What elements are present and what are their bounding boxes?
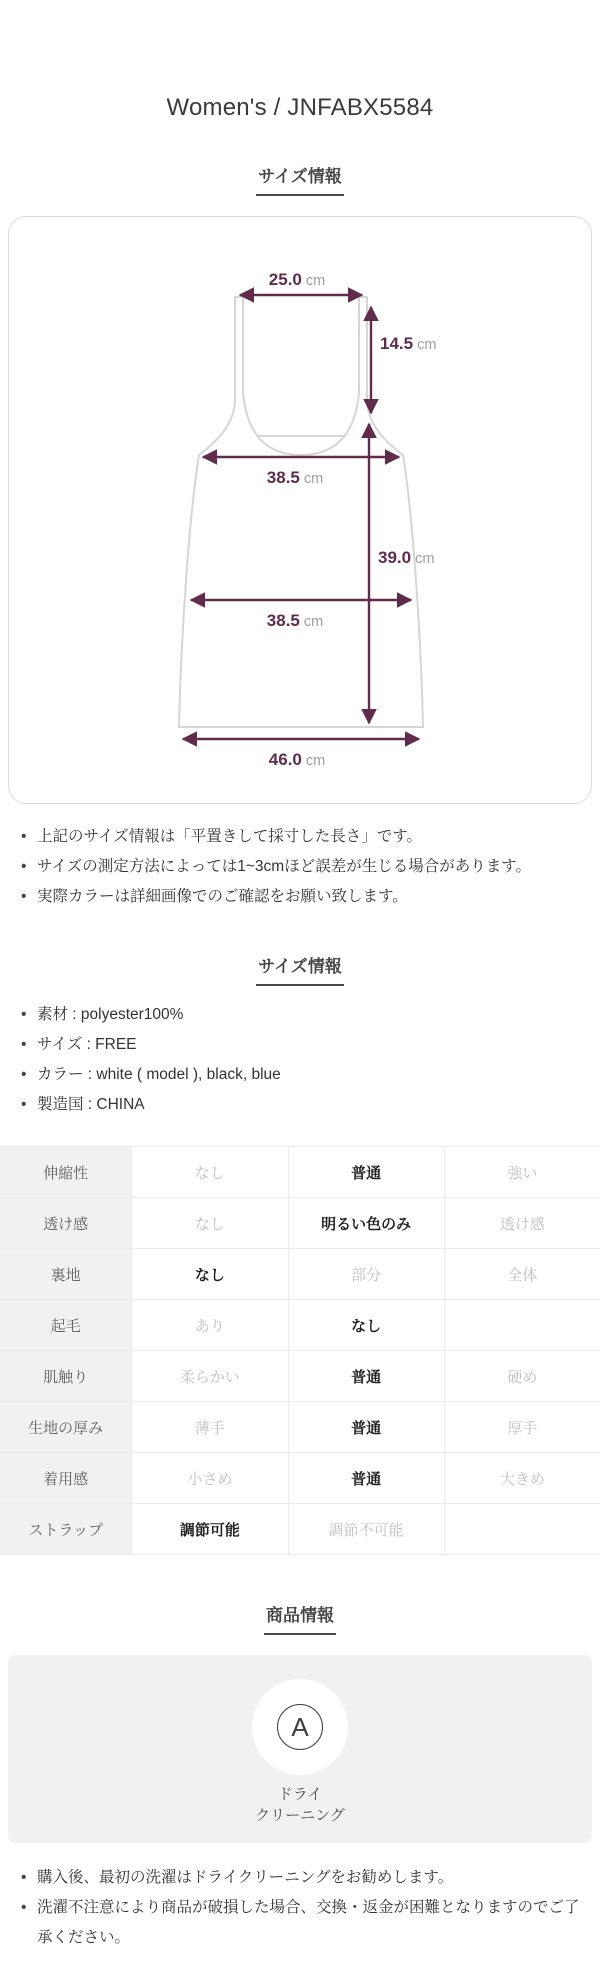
row-label: 裏地 (0, 1249, 132, 1300)
table-row (0, 1300, 600, 1351)
attr-cell: 調節不可能 (288, 1504, 444, 1555)
body-length-label: 39.0 cm (378, 548, 435, 567)
attr-cell: 調節可能 (132, 1504, 288, 1555)
row-label: 伸縮性 (0, 1147, 132, 1198)
attr-cell: なし (132, 1249, 288, 1300)
row-label: 透け感 (0, 1198, 132, 1249)
section-header-product-info: 商品情報 (0, 1601, 600, 1635)
dry-cleaning-symbol-a: A (277, 1704, 323, 1750)
spec-note-item: • サイズ : FREE (20, 1030, 586, 1060)
row-label: 起毛 (0, 1300, 132, 1351)
attribute-table (0, 1146, 600, 1555)
row-label: 生地の厚み (0, 1402, 132, 1453)
section-header-spec-info: サイズ情報 (0, 952, 600, 986)
spec-note-item: • 製造国 : CHINA (20, 1090, 586, 1120)
size-note-item: • サイズの測定方法によっては1~3cmほど誤差が生じる場合があります。 (20, 852, 586, 882)
strap-length-label: 14.5 cm (380, 334, 437, 353)
table-row (0, 1453, 600, 1504)
dry-cleaning-icon (252, 1679, 348, 1775)
attr-cell: 普通 (288, 1351, 444, 1402)
table-row (0, 1147, 600, 1198)
attr-cell: 柔らかい (132, 1351, 288, 1402)
size-diagram-panel (8, 216, 592, 804)
attr-cell: 大きめ (444, 1453, 600, 1504)
row-label: 着用感 (0, 1453, 132, 1504)
table-row (0, 1402, 600, 1453)
attr-cell: 全体 (444, 1249, 600, 1300)
attr-cell: 強い (444, 1147, 600, 1198)
chest-width-label: 38.5 cm (266, 468, 324, 487)
table-row (0, 1351, 600, 1402)
attr-cell: 薄手 (132, 1402, 288, 1453)
care-note-item: • 購入後、最初の洗濯はドライクリーニングをお勧めします。 (20, 1863, 586, 1893)
waist-width-label: 38.5 cm (266, 611, 324, 630)
row-label: ストラップ (0, 1504, 132, 1555)
spec-notes-list (0, 1000, 600, 1120)
care-method-label: ドライ クリーニング (255, 1786, 345, 1824)
attr-cell: あり (132, 1300, 288, 1351)
page-title: Women's / JNFABX5584 (166, 94, 434, 121)
measurement-lines (183, 295, 419, 739)
care-instructions-panel (8, 1655, 592, 1843)
section-header-size-info: サイズ情報 (0, 162, 600, 196)
table-row (0, 1504, 600, 1555)
table-row (0, 1198, 600, 1249)
tank-top-outline (179, 297, 423, 727)
attr-cell: なし (132, 1147, 288, 1198)
garment-measurement-diagram (9, 217, 591, 803)
top-width-label: 25.0 cm (268, 270, 326, 289)
hem-width-label: 46.0 cm (268, 750, 326, 769)
attr-cell: 普通 (288, 1453, 444, 1504)
size-note-item: • 実際カラーは詳細画像でのご確認をお願い致します。 (20, 882, 586, 912)
size-note-item: • 上記のサイズ情報は「平置きして採寸した長さ」です。 (20, 822, 586, 852)
attr-cell: 明るい色のみ (288, 1198, 444, 1249)
attr-cell: なし (288, 1300, 444, 1351)
table-row (0, 1249, 600, 1300)
attr-cell: 厚手 (444, 1402, 600, 1453)
spec-note-item: • 素材 : polyester100% (20, 1000, 586, 1030)
attr-cell: 普通 (288, 1147, 444, 1198)
size-notes-list (0, 822, 600, 912)
attr-cell (444, 1504, 600, 1555)
attr-cell: 小さめ (132, 1453, 288, 1504)
attr-cell (444, 1300, 600, 1351)
spec-note-item: • カラー : white ( model ), black, blue (20, 1060, 586, 1090)
attr-cell: 硬め (444, 1351, 600, 1402)
attr-cell: なし (132, 1198, 288, 1249)
attr-cell: 部分 (288, 1249, 444, 1300)
attr-cell: 普通 (288, 1402, 444, 1453)
attr-cell: 透け感 (444, 1198, 600, 1249)
care-note-item: • 洗濯不注意により商品が破損した場合、交換・返金が困難となりますのでご了承ください。 (20, 1893, 586, 1953)
row-label: 肌触り (0, 1351, 132, 1402)
care-notes-list (0, 1863, 600, 1969)
